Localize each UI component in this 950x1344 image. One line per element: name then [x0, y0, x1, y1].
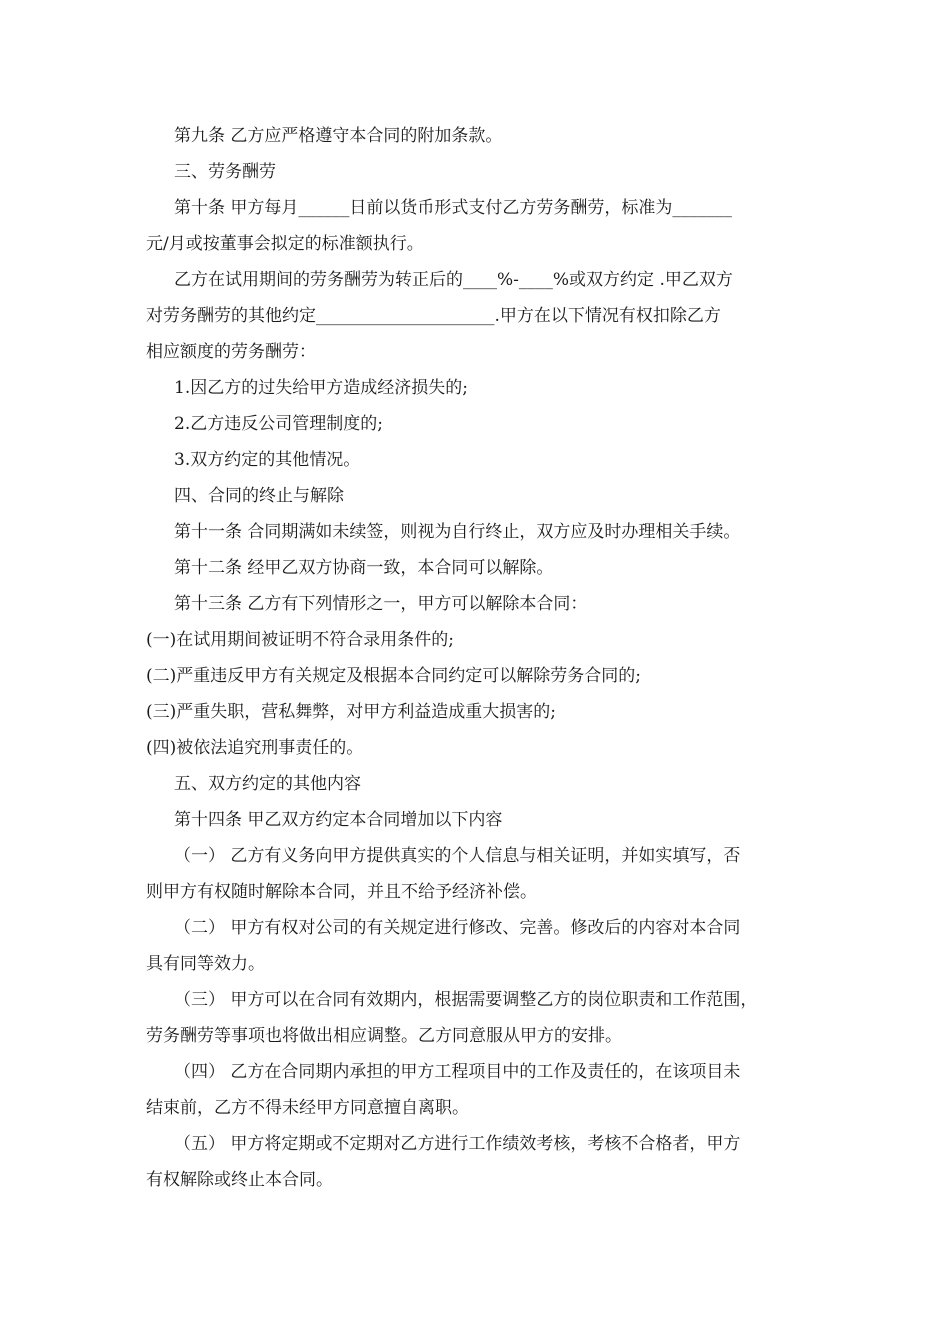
probation-pay-line-2: 对劳务酬劳的其他约定_____________________.甲方在以下情况有权扣除乙方 — [146, 306, 721, 326]
termination-item-3: (三)严重失职，营私舞弊，对甲方利益造成重大损害的; — [146, 702, 556, 722]
deduction-item-3: 3.双方约定的其他情况。 — [174, 450, 361, 470]
termination-item-2: (二)严重违反甲方有关规定及根据本合同约定可以解除劳务合同的; — [146, 666, 641, 686]
clause-5-line-1: （五） 甲方将定期或不定期对乙方进行工作绩效考核，考核不合格者，甲方 — [174, 1134, 741, 1154]
clause-4-line-2: 结束前，乙方不得未经甲方同意擅自离职。 — [146, 1098, 469, 1118]
section-heading-5: 五、双方约定的其他内容 — [174, 774, 361, 794]
section-heading-4: 四、合同的终止与解除 — [174, 486, 344, 506]
article-10-line-1: 第十条 甲方每月______日前以货币形式支付乙方劳务酬劳，标准为_______ — [174, 198, 732, 218]
article-10-line-2: 元/月或按董事会拟定的标准额执行。 — [146, 234, 424, 254]
clause-2-line-1: （二） 甲方有权对公司的有关规定进行修改、完善。修改后的内容对本合同 — [174, 918, 741, 938]
article-9: 第九条 乙方应严格遵守本合同的附加条款。 — [174, 126, 503, 146]
article-13: 第十三条 乙方有下列情形之一，甲方可以解除本合同： — [174, 594, 588, 614]
clause-3-line-1: （三） 甲方可以在合同有效期内，根据需要调整乙方的岗位职责和工作范围， — [174, 990, 758, 1010]
termination-item-1: (一)在试用期间被证明不符合录用条件的; — [146, 630, 454, 650]
clause-3-line-2: 劳务酬劳等事项也将做出相应调整。乙方同意服从甲方的安排。 — [146, 1026, 622, 1046]
probation-pay-line-3: 相应额度的劳务酬劳： — [146, 342, 316, 362]
section-heading-3: 三、劳务酬劳 — [174, 162, 276, 182]
clause-5-line-2: 有权解除或终止本合同。 — [146, 1170, 333, 1190]
clause-4-line-1: （四） 乙方在合同期内承担的甲方工程项目中的工作及责任的，在该项目未 — [174, 1062, 741, 1082]
clause-1-line-2: 则甲方有权随时解除本合同，并且不给予经济补偿。 — [146, 882, 537, 902]
article-11: 第十一条 合同期满如未续签，则视为自行终止，双方应及时办理相关手续。 — [174, 522, 741, 542]
clause-2-line-2: 具有同等效力。 — [146, 954, 265, 974]
deduction-item-1: 1.因乙方的过失给甲方造成经济损失的; — [174, 378, 468, 398]
article-12: 第十二条 经甲乙双方协商一致，本合同可以解除。 — [174, 558, 554, 578]
clause-1-line-1: （一） 乙方有义务向甲方提供真实的个人信息与相关证明，并如实填写，否 — [174, 846, 741, 866]
article-14: 第十四条 甲乙双方约定本合同增加以下内容 — [174, 810, 503, 830]
probation-pay-line-1: 乙方在试用期间的劳务酬劳为转正后的____%-____%或双方约定 .甲乙双方 — [174, 270, 733, 290]
deduction-item-2: 2.乙方违反公司管理制度的; — [174, 414, 383, 434]
termination-item-4: (四)被依法追究刑事责任的。 — [146, 738, 364, 758]
